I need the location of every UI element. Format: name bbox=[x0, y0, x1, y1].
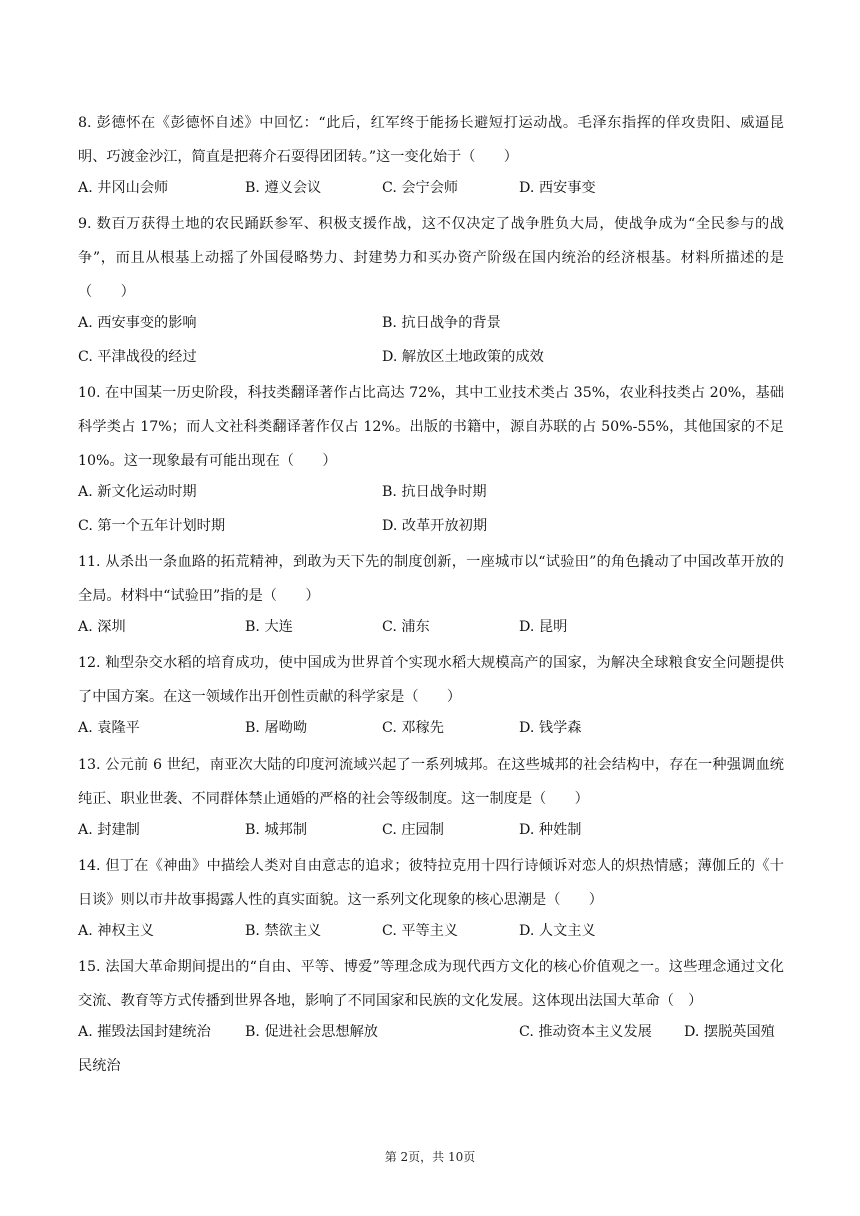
question-14-text: 14. 但丁在《神曲》中描绘人类对自由意志的追求；彼特拉克用十四行诗倾诉对恋人的炽热情感；薄伽丘的《十日谈》则以市井故事揭露人性的真实面貌。这一系列文化现象的核心思潮是（ ） bbox=[78, 858, 784, 908]
q12-option-d: D. 钱学森 bbox=[519, 720, 582, 736]
q15-option-c: C. 推动资本主义发展 bbox=[519, 1024, 652, 1040]
q9-option-a: A. 西安事变的影响 bbox=[78, 315, 197, 331]
q13-option-c: C. 庄园制 bbox=[382, 822, 444, 838]
q14-option-d: D. 人文主义 bbox=[519, 923, 596, 939]
question-15-text: 15. 法国大革命期间提出的“自由、平等、博爱”等理念成为现代西方文化的核心价值观之一。这些理念通过文化交流、教育等方式传播到世界各地，影响了不同国家和民族的文化发展。这体现出法国大革命（ ） bbox=[78, 959, 784, 1009]
q8-option-b: B. 遵义会议 bbox=[245, 180, 322, 196]
question-12-text: 12. 籼型杂交水稻的培育成功，使中国成为世界首个实现水稻大规模高产的国家，为解决全球粮食安全问题提供了中国方案。在这一领域作出开创性贡献的科学家是（ ） bbox=[78, 655, 784, 705]
q14-option-a: A. 神权主义 bbox=[78, 923, 155, 939]
question-9-text: 9. 数百万获得土地的农民踊跃参军、积极支援作战，这不仅决定了战争胜负大局，使战争成为“全民参与的战争”，而且从根基上动摇了外国侵略势力、封建势力和买办资产阶级在国内统治的经济根基。材料所描述的是（ ） bbox=[78, 216, 784, 300]
q11-option-b: B. 大连 bbox=[245, 619, 293, 635]
q12-option-a: A. 袁隆平 bbox=[78, 720, 140, 736]
q11-option-c: C. 浦东 bbox=[382, 619, 430, 635]
q8-option-d: D. 西安事变 bbox=[519, 180, 596, 196]
q9-option-c: C. 平津战役的经过 bbox=[78, 349, 197, 365]
q12-option-b: B. 屠呦呦 bbox=[245, 720, 308, 736]
q15-option-a: A. 摧毁法国封建统治 bbox=[78, 1024, 211, 1040]
q10-option-b: B. 抗日战争时期 bbox=[382, 484, 487, 500]
q11-option-a: A. 深圳 bbox=[78, 619, 126, 635]
question-8-text: 8. 彭德怀在《彭德怀自述》中回忆：“此后，红军终于能扬长避短打运动战。毛泽东指挥的佯攻贵阳、威逼昆明、巧渡金沙江，简直是把蒋介石耍得团团转。”这一变化始于（ ） bbox=[78, 115, 784, 165]
q10-option-c: C. 第一个五年计划时期 bbox=[78, 518, 226, 534]
q9-option-b: B. 抗日战争的背景 bbox=[382, 315, 501, 331]
q15-option-b: B. 促进社会思想解放 bbox=[245, 1024, 378, 1040]
q15-option-d-continuation: 民统治 bbox=[78, 1058, 121, 1074]
question-11-text: 11. 从杀出一条血路的拓荒精神，到敢为天下先的制度创新，一座城市以“试验田”的角色撬动了中国改革开放的全局。材料中“试验田”指的是（ ） bbox=[78, 554, 784, 604]
q9-option-d: D. 解放区土地政策的成效 bbox=[382, 349, 544, 365]
q15-option-d: D. 摆脱英国殖 bbox=[684, 1024, 775, 1040]
q10-option-a: A. 新文化运动时期 bbox=[78, 484, 197, 500]
q10-option-d: D. 改革开放初期 bbox=[382, 518, 488, 534]
q8-option-a: A. 井冈山会师 bbox=[78, 180, 169, 196]
q13-option-d: D. 种姓制 bbox=[519, 822, 582, 838]
q12-option-c: C. 邓稼先 bbox=[382, 720, 444, 736]
question-10-text: 10. 在中国某一历史阶段，科技类翻译著作占比高达 72%，其中工业技术类占 35%，农业科技类占 20%，基础科学类占 17%；而人文社科类翻译著作仅占 12%。出版的书籍中，源自苏联的占 50%-55%，其他国家的不足 10%。这一现象最有可能出现在（ ） bbox=[78, 385, 784, 469]
q11-option-d: D. 昆明 bbox=[519, 619, 568, 635]
q14-option-c: C. 平等主义 bbox=[382, 923, 459, 939]
q14-option-b: B. 禁欲主义 bbox=[245, 923, 322, 939]
page-number-footer: 第 2页，共 10页 bbox=[384, 1150, 476, 1164]
q8-option-c: C. 会宁会师 bbox=[382, 180, 459, 196]
q13-option-b: B. 城邦制 bbox=[245, 822, 308, 838]
question-13-text: 13. 公元前 6 世纪，南亚次大陆的印度河流域兴起了一系列城邦。在这些城邦的社会结构中，存在一种强调血统纯正、职业世袭、不同群体禁止通婚的严格的社会等级制度。这一制度是（ ） bbox=[78, 757, 784, 807]
q13-option-a: A. 封建制 bbox=[78, 822, 140, 838]
